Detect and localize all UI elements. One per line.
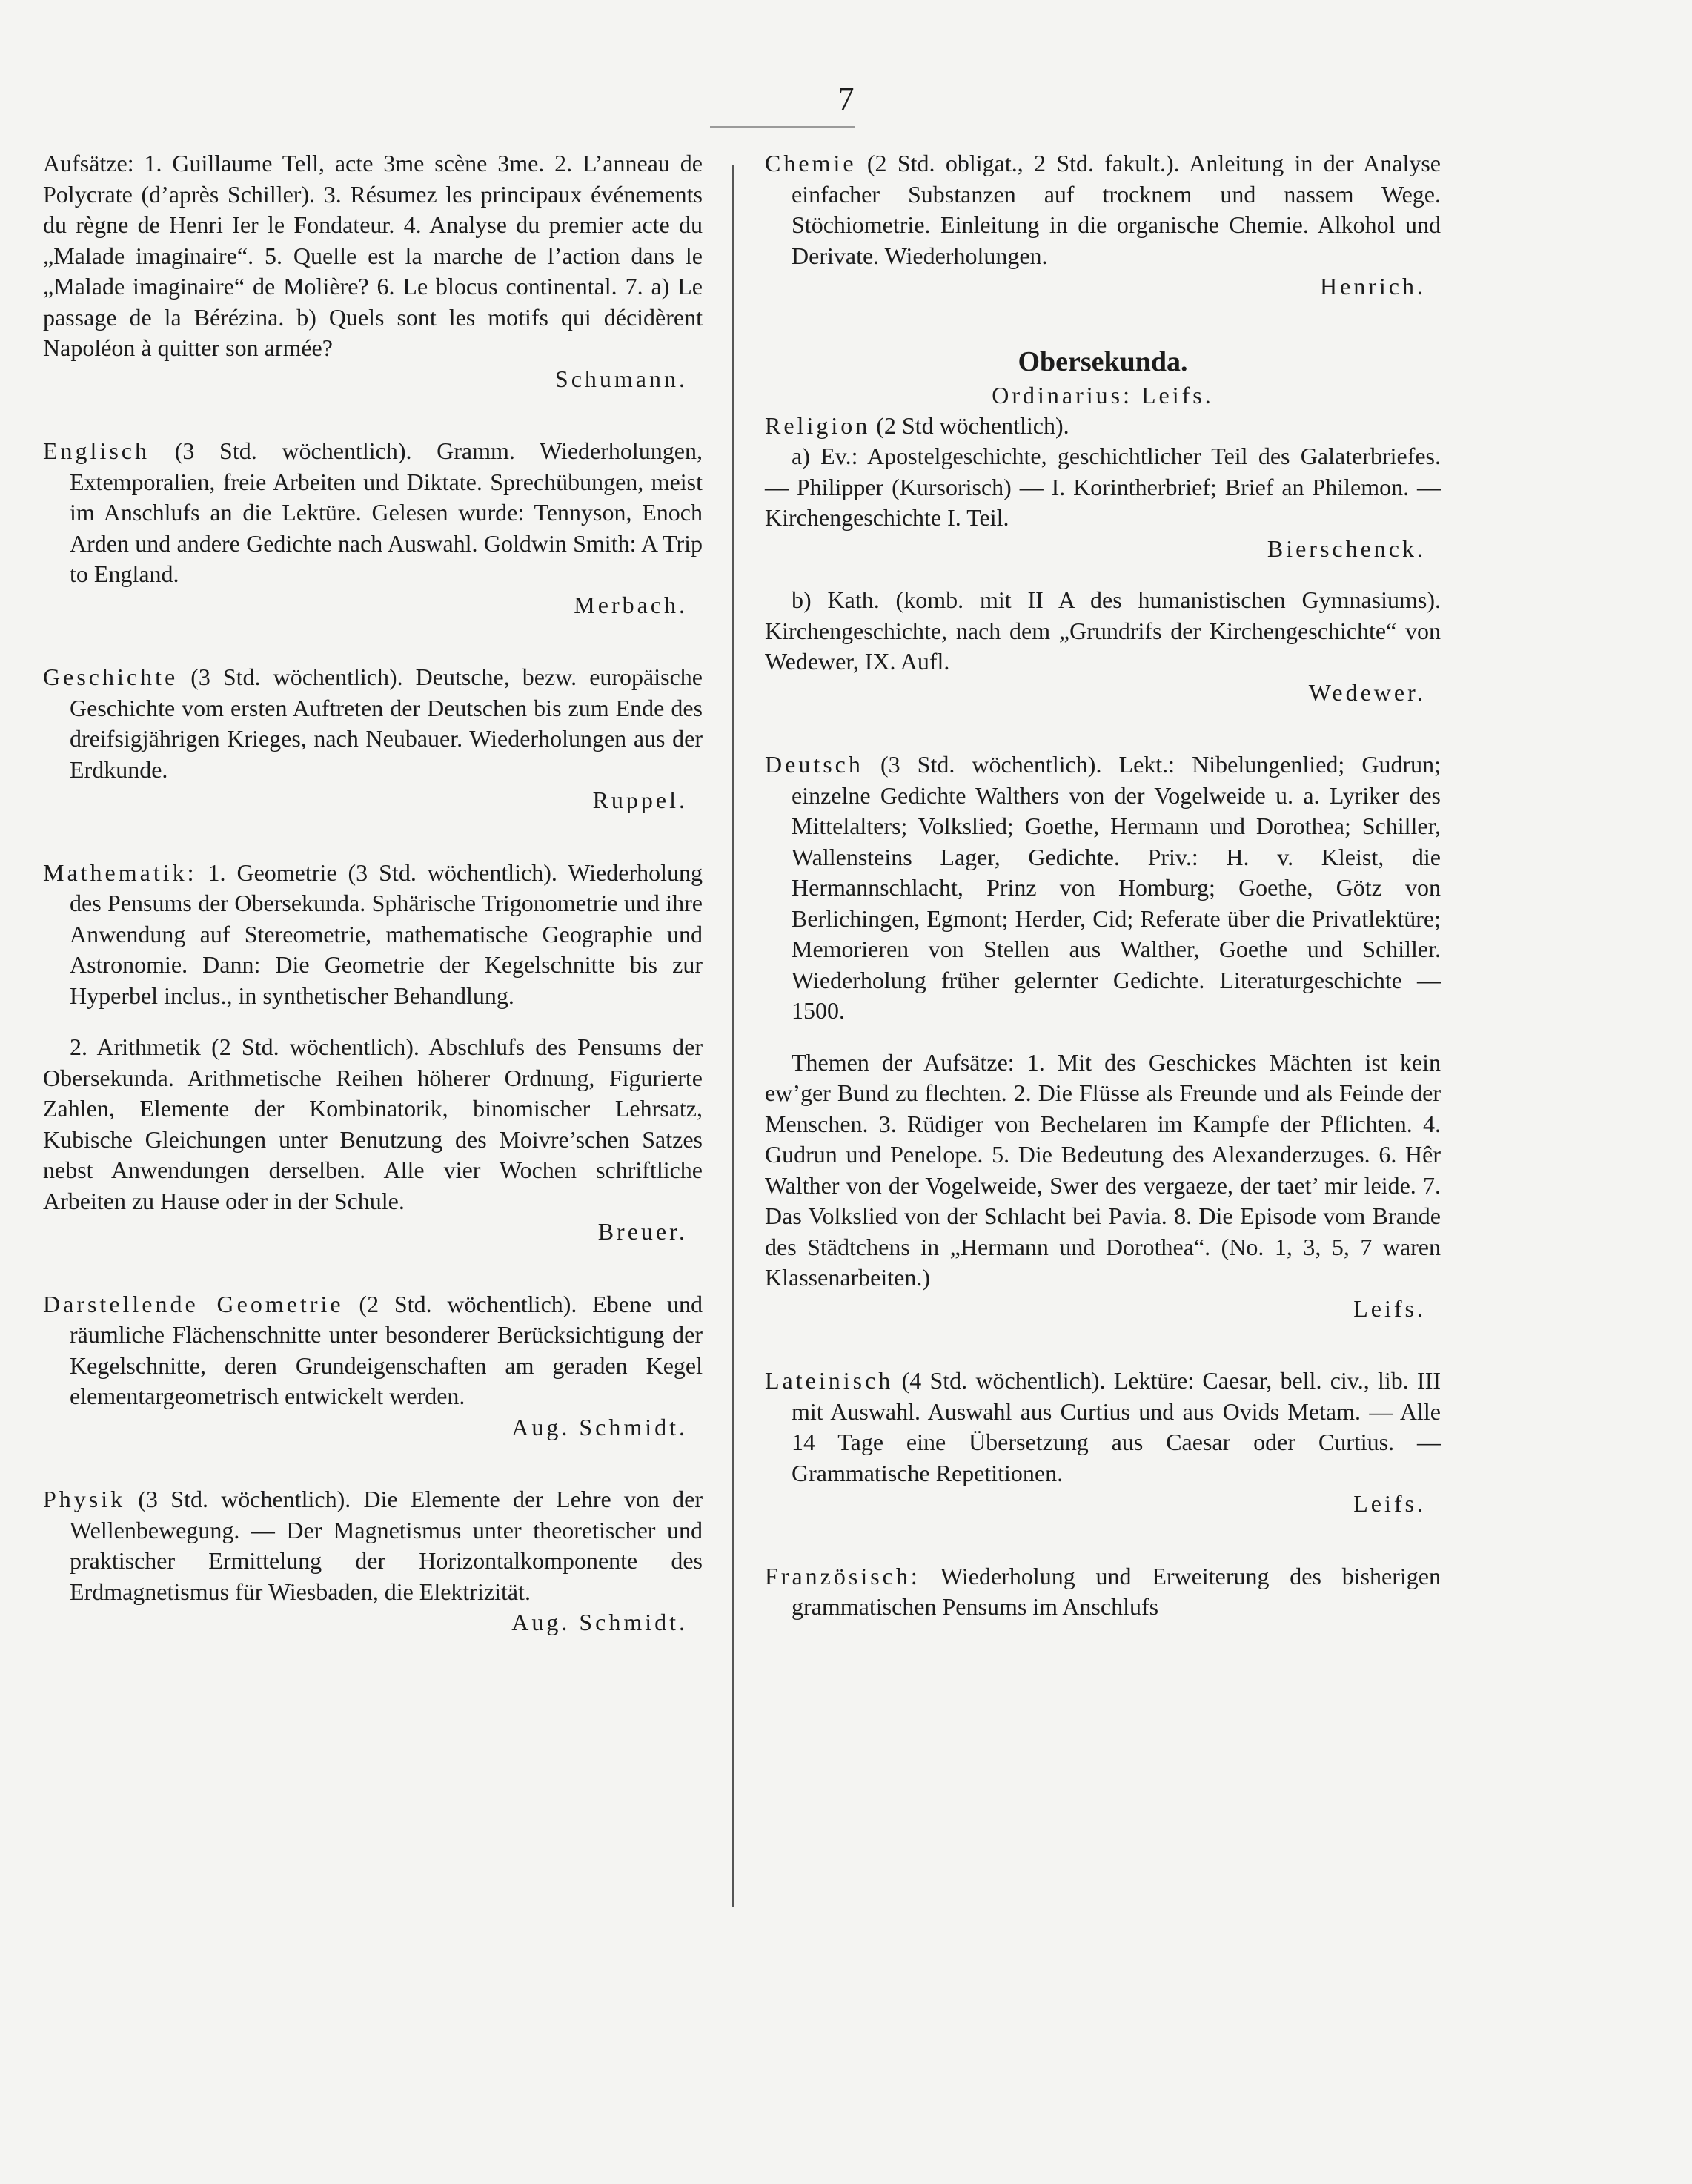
lateinisch-section [765,1366,1441,1520]
darstellende-geometrie-section [43,1289,703,1443]
franzoesisch-section [765,1561,1441,1623]
teacher-signature: Ruppel. [592,787,688,813]
teacher-signature: Leifs. [1353,1294,1426,1322]
right-column [765,148,1441,1623]
subject-label: Mathematik: [43,858,197,886]
deutsch-themen [765,1048,1441,1325]
teacher-signature: Leifs. [1353,1490,1426,1517]
mathematik-section [43,858,703,1012]
deutsch-section [765,749,1441,1027]
subject-label: Darstellende Geometrie [43,1290,344,1317]
mathematik-arithmetik [43,1032,703,1248]
religion-kath-text: b) Kath. (komb. mit II A des humanistischen Gymnasiums). Kirchengeschichte, nach dem „Grundrifs der Kirchengeschichte“ von Wedewer, IX. Aufl. [765,586,1441,675]
subject-label: Lateinisch [765,1367,894,1394]
teacher-signature: Schumann. [554,365,688,392]
subject-label: Chemie [765,150,857,176]
teacher-signature: Wedewer. [1308,678,1426,706]
teacher-signature: Aug. Schmidt. [511,1413,688,1440]
religion-ev-text: a) Ev.: Apostelgeschichte, geschichtlicher Teil des Galaterbriefes. — Philipper (Kursorisch) — I. Korintherbrief; Brief an Philemon. — Kirchengeschichte I. Teil. [765,443,1441,531]
subject-label: Geschichte [43,664,179,690]
geschichte-text: (3 Std. wöchentlich). Deutsche, bezw. europäische Geschichte vom ersten Auftreten der Deutschen bis zum Ende des dreifsigjährigen Krieges, nach Neubauer. Wiederholungen aus der Erdkunde. [70,664,703,783]
darstellende-text: (2 Std. wöchentlich). Ebene und räumliche Flächenschnitte unter besonderer Berücksichtigung der Kegelschnitte, deren Grundeigenschaften am geraden Kegel elementargeometrisch entwickelt werden. [70,1290,703,1409]
englisch-text: (3 Std. wöchentlich). Gramm. Wiederholungen, Extemporalien, freie Arbeiten und Diktate. Sprechübungen, meist im Anschlufs an die Lektüre. Gelesen wurde: Tennyson, Enoch Arden und andere Gedichte nach Auswahl. Goldwin Smith: A Trip to England. [70,437,703,587]
physik-text: (3 Std. wöchentlich). Die Elemente der Lehre von der Wellenbewegung. — Der Magnetismus unter theoretischer und praktischer Ermittelung der Horizontalkomponente des Erdmagnetismus für Wiesbaden, die Elektrizität. [70,1486,703,1605]
page-number-rule [710,126,855,128]
page-number: 7 [837,81,855,117]
deutsch-text: (3 Std. wöchentlich). Lekt.: Nibelungenlied; Gudrun; einzelne Gedichte Walthers von der Vogelweide u. a. Lyriker des Mittelalters; Volkslied; Goethe, Hermann und Dorothea; Schiller, Wallensteins Lager, Gedichte. Priv.: H. v. Kleist, die Hermannschlacht, Prinz von Homburg; Goethe, Götz von Berlichingen, Egmont; Herder, Cid; Referate über die Privatlektüre; Memorieren von Stellen aus Walther, Goethe und Schiller. Wiederholung früher gelernter Gedichte. Literaturgeschichte — 1500. [792,751,1441,1024]
teacher-signature: Henrich. [1319,273,1426,300]
teacher-signature: Breuer. [597,1218,688,1245]
subject-label: Deutsch [765,751,863,778]
religion-ev [765,441,1441,564]
teacher-signature: Bierschenck. [1267,535,1426,562]
subject-label: Physik [43,1486,126,1512]
mathematik-geometrie-text: 1. Geometrie (3 Std. wöchentlich). Wiederholung des Pensums der Obersekunda. Sphärische Trigonometrie und ihre Anwendung auf Stereometrie, mathematische Geographie und Astronomie. Dann: Die Geometrie der Kegelschnitte bis zur Hyperbel inclus., in synthetischer Behandlung. [70,858,703,1009]
chemie-text: (2 Std. obligat., 2 Std. fakult.). Anleitung in der Analyse einfacher Substanzen auf trocknem und nassem Wege. Stöchiometrie. Einleitung in die organische Chemie. Alkohol und Derivate. Wiederholungen. [792,150,1441,269]
subject-label: Englisch [43,437,150,464]
left-column [43,148,703,1638]
teacher-signature: Merbach. [574,591,688,618]
mathematik-arithmetik-text: 2. Arithmetik (2 Std. wöchentlich). Abschlufs des Pensums der Obersekunda. Arithmetische Reihen höherer Ordnung, Figurierte Zahlen, Elemente der Kombinatorik, binomischer Lehrsatz, Kubische Gleichungen unter Benutzung des Moivre’schen Satzes nebst Anwendungen derselben. Alle vier Wochen schriftliche Arbeiten zu Hause oder in der Schule. [43,1033,703,1214]
subject-label: Religion [765,411,871,439]
religion-kath [765,585,1441,708]
aufsaetze-section [43,148,703,394]
teacher-signature: Aug. Schmidt. [511,1609,688,1635]
subject-label: Französisch: [765,1562,920,1589]
lateinisch-text: (4 Std. wöchentlich). Lektüre: Caesar, bell. civ., lib. III mit Auswahl. Auswahl aus Curtius und aus Ovids Metam. — Alle 14 Tage eine Übersetzung aus Caesar oder Curtius. — Grammatische Repetitionen. [792,1367,1441,1486]
franzoesisch-text: Wiederholung und Erweiterung des bisherigen grammatischen Pensums im Anschlufs [792,1562,1441,1620]
religion-section [765,411,1441,442]
deutsch-themen-text: Themen der Aufsätze: 1. Mit des Geschickes Mächten ist kein ew’ger Bund zu flechten. 2. Die Flüsse als Freunde und als Feinde der Menschen. 3. Rüdiger von Bechelaren im Kampfe der Pflichten. 4. Gudrun und Penelope. 5. Die Bedeutung des Alexanderzuges. 6. Hêr Walther von der Vogelweide, Swer des vergaeze, der taet’ mir leide. 7. Das Volkslied von der Schlacht bei Pavia. 8. Die Episode vom Brande des Städtchens in „Hermann und Dorothea“. (No. 1, 3, 5, 7 waren Klassenarbeiten.) [765,1048,1441,1291]
religion-hours: (2 Std wöchentlich). [876,411,1069,439]
aufsaetze-text: Aufsätze: 1. Guillaume Tell, acte 3me scène 3me. 2. L’anneau de Polycrate (d’après Schiller). 3. Résumez les principaux événements du règne de Henri Ier le Fondateur. 4. Analyse du premier acte du „Malade imaginaire“. 5. Quelle est la marche de l’action dans le „Malade imaginaire“ de Molière? 6. Le blocus continental. 7. a) Le passage de la Bérézina. b) Quels sont les motifs qui décidèrent Napoléon à quitter son armée? [43,150,703,361]
class-heading: Obersekunda. [1018,345,1188,377]
chemie-section [765,148,1441,302]
geschichte-section [43,662,703,816]
column-divider [732,165,734,1907]
physik-section [43,1484,703,1638]
ordinarius-line: Ordinarius: Leifs. [992,381,1214,408]
englisch-section [43,436,703,621]
